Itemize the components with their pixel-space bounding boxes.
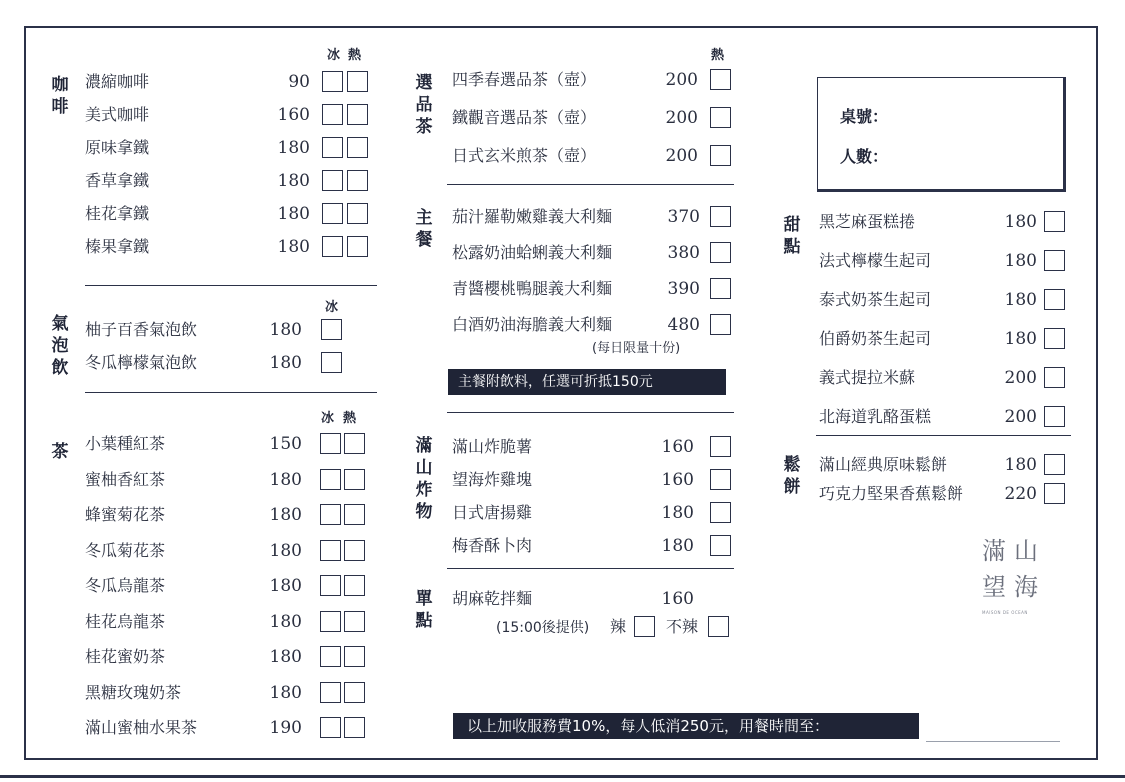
menu-item-price: 200: [1004, 407, 1037, 427]
hot-checkbox[interactable]: [710, 107, 731, 128]
menu-item-name: 柚子百香氣泡飲: [85, 320, 198, 339]
divider: [85, 285, 377, 286]
hot-checkbox[interactable]: [347, 170, 368, 191]
menu-item-name: 四季春選品茶（壺）: [452, 70, 597, 89]
select-tea-hot-header: 熱: [711, 48, 727, 63]
menu-item-name: 鐵觀音選品茶（壺）: [452, 108, 597, 127]
menu-item-price: 180: [277, 171, 310, 191]
order-checkbox[interactable]: [1044, 211, 1065, 232]
menu-item-price: 370: [667, 207, 700, 227]
order-checkbox[interactable]: [1044, 406, 1065, 427]
ice-checkbox[interactable]: [320, 682, 341, 703]
menu-item-name: 滿山經典原味鬆餅: [819, 455, 948, 474]
hot-checkbox[interactable]: [344, 469, 365, 490]
menu-item-name: 白酒奶油海膽義大利麵: [452, 315, 613, 334]
divider: [85, 392, 377, 393]
menu-item-price: 390: [667, 279, 700, 299]
ice-checkbox[interactable]: [322, 71, 343, 92]
hot-checkbox[interactable]: [344, 433, 365, 454]
hot-checkbox[interactable]: [710, 145, 731, 166]
hot-checkbox[interactable]: [347, 71, 368, 92]
menu-item-price: 180: [269, 320, 302, 340]
menu-item-name: 黑芝麻蛋糕捲: [819, 212, 916, 231]
menu-item-name: 蜜柚香紅茶: [85, 469, 166, 489]
tea-title: 茶: [51, 442, 69, 462]
service-fee-banner: 以上加收服務費10%，每人低消250元，用餐時間至：: [453, 713, 919, 739]
select-tea-title: 選 品 茶: [415, 73, 433, 137]
menu-item-price: 90: [288, 72, 310, 92]
coffee-ice-header: 冰: [327, 48, 343, 63]
menu-item-price: 200: [1004, 368, 1037, 388]
menu-item-name: 望海炸雞塊: [452, 470, 533, 489]
hot-checkbox[interactable]: [347, 236, 368, 257]
order-checkbox[interactable]: [1044, 328, 1065, 349]
order-checkbox[interactable]: [1044, 367, 1065, 388]
single-title: 單 點: [415, 589, 433, 631]
ice-checkbox[interactable]: [322, 104, 343, 125]
ice-checkbox[interactable]: [320, 646, 341, 667]
menu-item-name: 義式提拉米蘇: [819, 368, 916, 387]
menu-item-name: 冬瓜菊花茶: [85, 540, 166, 560]
order-checkbox[interactable]: [1044, 289, 1065, 310]
menu-item-name: 滿山蜜柚水果茶: [85, 718, 198, 737]
ice-checkbox[interactable]: [320, 575, 341, 596]
menu-item-price: 180: [269, 576, 302, 596]
order-checkbox[interactable]: [1044, 250, 1065, 271]
menu-item-name: 冬瓜檸檬氣泡飲: [85, 353, 198, 372]
table-info-box: [817, 77, 1066, 192]
menu-item-price: 160: [277, 105, 310, 125]
menu-item-name: 泰式奶茶生起司: [819, 290, 932, 309]
menu-item-price: 180: [1004, 329, 1037, 349]
tea-ice-header: 冰: [321, 411, 337, 426]
order-checkbox[interactable]: [710, 206, 731, 227]
menu-item-price: 160: [661, 437, 694, 457]
coffee-title: 咖 啡: [51, 75, 69, 117]
menu-item-price: 180: [1004, 251, 1037, 271]
order-checkbox[interactable]: [710, 278, 731, 299]
spicy-label: 辣: [610, 617, 627, 636]
menu-item-price: 180: [269, 540, 302, 561]
waffle-title: 鬆 餅: [783, 455, 801, 497]
main-title: 主 餐: [415, 208, 433, 250]
ice-checkbox[interactable]: [322, 236, 343, 257]
menu-item-price: 180: [1004, 290, 1037, 310]
menu-item-name: 冬瓜烏龍茶: [85, 576, 166, 595]
menu-item-price: 150: [269, 434, 302, 454]
menu-item-price: 180: [269, 611, 302, 632]
menu-item-price: 200: [665, 108, 698, 128]
order-checkbox[interactable]: [710, 436, 731, 457]
ice-checkbox[interactable]: [320, 611, 341, 632]
hot-checkbox[interactable]: [347, 203, 368, 224]
order-checkbox[interactable]: [1044, 454, 1065, 475]
menu-item-name: 松露奶油蛤蜊義大利麵: [452, 243, 613, 262]
not-spicy-checkbox[interactable]: [708, 616, 729, 637]
menu-item-name: 香草拿鐵: [85, 171, 150, 190]
menu-item-name: 日式唐揚雞: [452, 503, 533, 522]
menu-item-name: 巧克力堅果香蕉鬆餅: [819, 484, 964, 503]
menu-item-price: 180: [1004, 455, 1037, 475]
sparkling-title: 氣 泡 飲: [51, 314, 69, 378]
menu-item-name: 茄汁羅勒嫩雞義大利麵: [452, 207, 613, 226]
menu-item-name: 滿山炸脆薯: [452, 437, 533, 456]
menu-item-price: 180: [277, 138, 310, 158]
dessert-title: 甜 點: [783, 215, 801, 257]
menu-item-price: 480: [667, 315, 700, 335]
divider: [447, 412, 734, 413]
logo-subtitle: MAISON DE OCEAN: [982, 610, 1028, 615]
menu-item-name: 梅香酥卜肉: [452, 536, 533, 555]
divider: [816, 435, 1071, 436]
table-number-label: 桌號：: [840, 107, 889, 126]
menu-item-name: 小葉種紅茶: [85, 434, 166, 453]
menu-item-name: 桂花拿鐵: [85, 204, 150, 223]
people-count-label: 人數：: [840, 147, 889, 166]
menu-item-price: 180: [661, 503, 694, 523]
menu-item-name: 濃縮咖啡: [85, 72, 150, 91]
main-limit-note: (每日限量十份): [592, 341, 681, 356]
ice-checkbox[interactable]: [320, 717, 341, 738]
coffee-hot-header: 熱: [348, 48, 364, 63]
menu-item-price: 180: [269, 647, 302, 667]
logo-char: 海: [1014, 573, 1038, 601]
single-item-note: (15:00後提供): [496, 620, 590, 636]
spicy-checkbox[interactable]: [634, 616, 655, 637]
hot-checkbox[interactable]: [344, 504, 365, 525]
menu-item-price: 190: [269, 718, 302, 738]
ice-checkbox[interactable]: [320, 504, 341, 525]
menu-item-price: 200: [665, 146, 698, 166]
menu-item-name: 北海道乳酪蛋糕: [819, 407, 932, 426]
menu-item-price: 180: [269, 505, 302, 525]
menu-item-price: 180: [277, 237, 310, 257]
menu-item-price: 220: [1004, 484, 1037, 504]
menu-item-price: 180: [1004, 212, 1037, 232]
menu-item-name: 日式玄米煎茶（壺）: [452, 146, 597, 165]
menu-item-name: 黑糖玫瑰奶茶: [85, 682, 182, 702]
menu-item-price: 380: [667, 243, 700, 263]
menu-item-price: 180: [277, 204, 310, 224]
menu-item-price: 200: [665, 70, 698, 90]
ice-checkbox[interactable]: [321, 319, 342, 340]
order-checkbox[interactable]: [710, 469, 731, 490]
menu-item-name: 榛果拿鐵: [85, 237, 150, 256]
menu-item-name: 伯爵奶茶生起司: [819, 329, 932, 348]
hot-checkbox[interactable]: [347, 137, 368, 158]
divider: [447, 184, 734, 185]
hot-checkbox[interactable]: [344, 682, 365, 703]
main-banner: 主餐附飲料，任選可折抵150元: [448, 369, 726, 395]
hot-checkbox[interactable]: [344, 611, 365, 632]
menu-item-name: 原味拿鐵: [85, 138, 150, 157]
menu-item-name: 桂花烏龍茶: [85, 611, 166, 631]
order-checkbox[interactable]: [710, 535, 731, 556]
menu-item-price: 180: [269, 682, 302, 703]
hot-checkbox[interactable]: [344, 540, 365, 561]
ice-checkbox[interactable]: [320, 469, 341, 490]
hot-checkbox[interactable]: [710, 69, 731, 90]
bottom-rule: [0, 775, 1125, 778]
menu-item-name: 蜂蜜菊花茶: [85, 505, 166, 524]
hot-checkbox[interactable]: [344, 575, 365, 596]
divider: [447, 568, 734, 569]
menu-item-price: 180: [661, 536, 694, 556]
single-item-name: 胡麻乾拌麵: [452, 589, 533, 608]
ice-checkbox[interactable]: [320, 540, 341, 561]
single-item-price: 160: [661, 589, 694, 609]
hot-checkbox[interactable]: [347, 104, 368, 125]
logo-char: 滿: [982, 537, 1006, 565]
order-checkbox[interactable]: [710, 314, 731, 335]
menu-item-price: 180: [269, 469, 302, 490]
logo-char: 山: [1014, 537, 1038, 565]
menu-item-name: 青醬櫻桃鴨腿義大利麵: [452, 279, 613, 298]
menu-item-price: 180: [269, 353, 302, 373]
shop-logo: [978, 538, 1048, 618]
hot-checkbox[interactable]: [344, 646, 365, 667]
sparkling-ice-header: 冰: [325, 300, 341, 315]
menu-item-price: 160: [661, 470, 694, 490]
ice-checkbox[interactable]: [320, 433, 341, 454]
menu-item-name: 桂花蜜奶茶: [85, 647, 166, 666]
ice-checkbox[interactable]: [322, 203, 343, 224]
not-spicy-label: 不辣: [666, 617, 699, 636]
order-checkbox[interactable]: [1044, 483, 1065, 504]
tea-hot-header: 熱: [343, 411, 359, 426]
order-checkbox[interactable]: [710, 242, 731, 263]
hot-checkbox[interactable]: [344, 717, 365, 738]
ice-checkbox[interactable]: [322, 170, 343, 191]
menu-item-name: 美式咖啡: [85, 105, 150, 124]
ice-checkbox[interactable]: [321, 352, 342, 373]
order-checkbox[interactable]: [710, 502, 731, 523]
ice-checkbox[interactable]: [322, 137, 343, 158]
end-time-line[interactable]: [926, 741, 1060, 742]
logo-char: 望: [982, 573, 1006, 601]
fried-title: 滿 山 炸 物: [415, 436, 433, 522]
menu-item-name: 法式檸檬生起司: [819, 251, 932, 270]
